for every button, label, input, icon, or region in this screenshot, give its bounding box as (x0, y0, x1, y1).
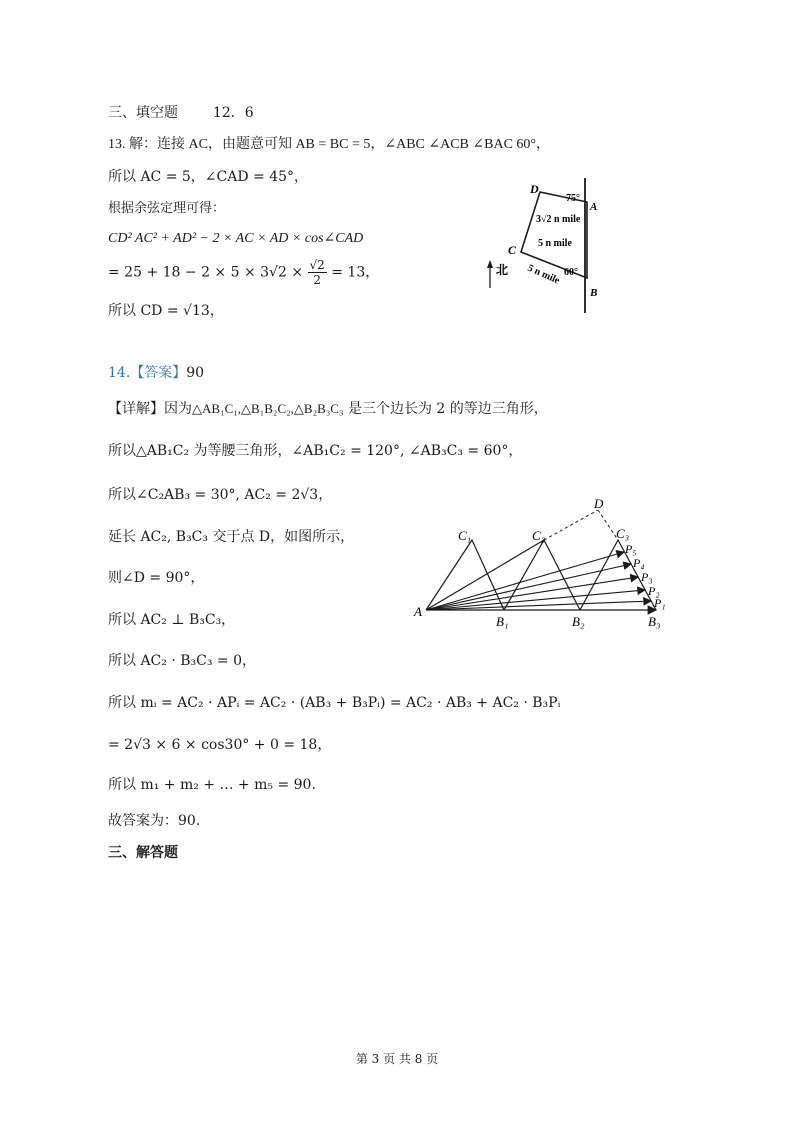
q14-line-10: 所以 m₁ + m₂ + … + m₅ = 90. (108, 777, 316, 793)
north-arrow-head (487, 260, 493, 268)
q13-line-5 (108, 258, 379, 294)
q14-line-11: 故答案为：90. (108, 813, 201, 829)
fig13-side-CA: 5 n mile (538, 238, 572, 249)
q12-answer: 12．6 (212, 105, 254, 121)
q13-line-5-b: = 13， (331, 264, 380, 281)
q14-line-2: 所以△AB₁C₂ 为等腰三角形，∠AB₁C₂ = 120°, ∠AB₃C₃ = 60°， (108, 443, 523, 459)
fig13-angle-75: 75° (566, 193, 580, 204)
fig13-north: 北 (496, 263, 509, 277)
fig13-label-B: B (590, 287, 598, 299)
q13-line-2: 所以 AC = 5，∠CAD = 45°， (108, 169, 309, 185)
q13-line-5-a: = 25 + 18 − 2 × 5 × 3√2 × (108, 264, 308, 281)
q13-fraction-num: √2 (309, 258, 325, 272)
fig14-label-D: D (594, 496, 604, 511)
q14-line-6: 所以 AC₂ ⊥ B₃C₃， (108, 612, 236, 628)
solve-section-title: 三、解答题 (108, 845, 178, 861)
q13-line-4: CD² AC² + AD² − 2 × AC × AD × cos∠CAD (108, 231, 364, 246)
fig14-label-P4: P₄ (633, 556, 645, 570)
q14-line-8: 所以 mᵢ = AC₂ · APᵢ = AC₂ · (AB₃ + B₃Pᵢ) = AC₂ · AB₃ + AC₂ · B₃Pᵢ (108, 695, 561, 711)
fig14-label-P2: P₂ (648, 584, 660, 598)
fig14-label-B2: B₂ (572, 614, 585, 629)
fig14-label-B3: B₃ (648, 614, 661, 629)
fig13-angle-60: 60° (564, 267, 578, 278)
fig13-label-D: D (530, 182, 539, 196)
fig13-label-A: A (590, 201, 598, 213)
q13-fraction (308, 258, 327, 287)
q13-line-3: 根据余弦定理可得： (108, 201, 226, 216)
page-footer: 第 3 页 共 8 页 (355, 1052, 439, 1066)
fig14-label-A: A (414, 604, 422, 619)
q13-fraction-den: 2 (313, 273, 321, 287)
fill-section-line (108, 104, 254, 122)
figure-13-diagram (480, 178, 620, 318)
fig14-label-C2: C₂ (532, 528, 546, 543)
fill-section-title: 三、填空题 (108, 105, 178, 121)
fig13-side-CB: 5 n mile (525, 262, 562, 287)
fig14-label-B1: B₁ (496, 614, 509, 629)
q14-line-1-b: △AB₁C₁,△B₁B₂C₂,△B₂B₃C₃ (192, 401, 344, 416)
q14-line-9: = 2√3 × 6 × cos30° + 0 = 18， (108, 737, 332, 753)
q14-line-3: 所以∠C₂AB₃ = 30°, AC₂ = 2√3， (108, 487, 333, 503)
figure-14-diagram (412, 496, 682, 636)
q14-line-4: 延长 AC₂, B₃C₃ 交于点 D，如图所示， (108, 529, 355, 545)
q14-line-1-a: 【详解】因为 (108, 401, 192, 417)
q14-line-1-c: 是三个边长为 2 的等边三角形， (343, 401, 548, 417)
fig14-label-C1: C₁ (458, 528, 472, 543)
q13-line-6: 所以 CD = √13， (108, 303, 224, 319)
q14-header (108, 364, 204, 382)
dashed-C2D (544, 510, 598, 540)
fig14-label-P5: P₅ (625, 542, 637, 556)
q14-line-1 (108, 400, 548, 418)
fig14-label-P1: P₁ (654, 596, 666, 610)
dashed-DC3 (598, 510, 618, 540)
q14-number: 14. (108, 365, 131, 381)
fig14-label-P3: P₃ (641, 570, 653, 584)
fig13-label-C: C (508, 243, 517, 257)
segment-AC2 (426, 540, 544, 610)
q14-line-5: 则∠D = 90°， (108, 570, 205, 586)
q14-answer-value: 90 (186, 365, 205, 381)
q14-answer-tag: 【答案】 (130, 365, 187, 381)
fig14-label-C3: C₃ (616, 526, 630, 541)
fig13-side-DA: 3√2 n mile (536, 214, 581, 225)
q14-line-7: 所以 AC₂ · B₃C₃ = 0， (108, 653, 256, 669)
q13-line-1: 13. 解：连接 AC，由题意可知 AB = BC = 5，∠ABC ∠ACB ∠BAC 60°， (108, 137, 551, 152)
